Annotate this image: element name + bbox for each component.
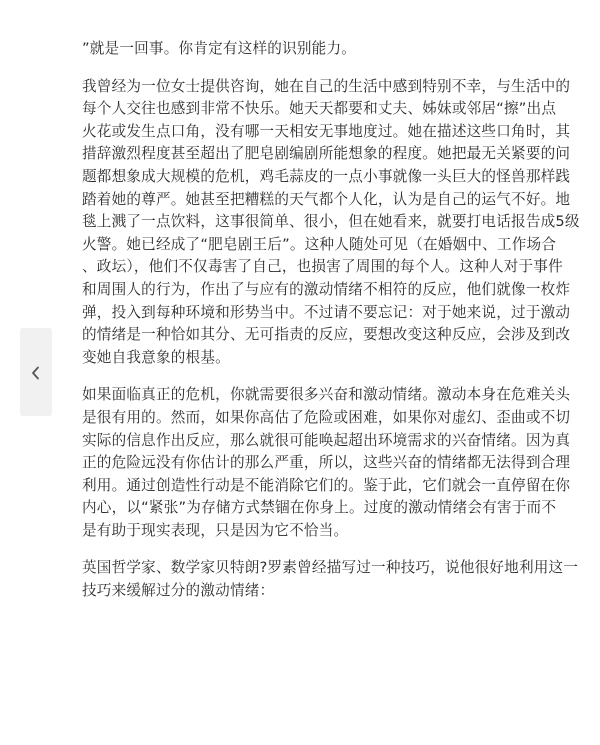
text-line: 是有助于现实表现，只是因为它不恰当。 (82, 521, 349, 539)
text-line: 每个人交往也感到非常不快乐。她天天都要和丈夫、姊妹或邻居“擦”出点 (82, 100, 557, 118)
text-line: 内心，以“紧张”为存储方式禁锢在你身上。过度的激动情绪会有害于而不 (82, 499, 557, 517)
text-line: 措辞激烈程度甚至超出了肥皂剧编剧所能想象的程度。她把最无关紧要的问 (82, 145, 571, 163)
text-line: 踏着她的尊严。她甚至把糟糕的天气都个人化，认为是自己的运气不好。地 (82, 190, 571, 208)
text-line: 英国哲学家、数学家贝特朗?罗素曾经描写过一种技巧，说他很好地利用这一 (82, 559, 579, 577)
text-line: 弹，投入到每种环境和形势当中。不过请不要忘记：对于她来说，过于激动 (82, 303, 571, 321)
text-line: 、政坛），他们不仅毒害了自己，也损害了周围的每个人。这种人对于事件 (82, 258, 563, 276)
text-line: 火警。她已经成了“肥皂剧王后”。这种人随处可见（在婚姻中、工作场合 (82, 235, 557, 253)
text-line: 实际的信息作出反应，那么就很可能唤起超出环境需求的兴奋情绪。因为真 (82, 431, 571, 449)
paragraph (82, 557, 579, 602)
article-body (82, 38, 580, 618)
text-line: 变她自我意象的根基。 (82, 348, 230, 366)
text-line: 和周围人的行为，作出了与应有的激动情绪不相符的反应，他们就像一枚炸 (82, 280, 571, 298)
text-line: 的情绪是一种恰如其分、无可指责的反应，要想改变这种反应，会涉及到改 (82, 326, 571, 344)
text-line: 利用。通过创造性行动是不能消除它们的。鉴于此，它们就会一直停留在你 (82, 476, 571, 494)
text-line: 是很有用的。然而，如果你高估了危险或困难，如果你对虚幻、歪曲或不切 (82, 408, 571, 426)
text-line: 正的危险远没有你估计的那么严重，所以，这些兴奋的情绪都无法得到合理 (82, 454, 571, 472)
chevron-left-icon (31, 366, 41, 380)
text-line: 我曾经为一位女士提供咨询，她在自己的生活中感到特别不幸，与生活中的 (82, 77, 571, 95)
previous-page-button[interactable] (20, 328, 52, 416)
text-line: 如果面临真正的危机，你就需要很多兴奋和激动情绪。激动本身在危难关头 (82, 386, 571, 404)
text-line: 技巧来缓解过分的激动情绪： (82, 582, 275, 600)
paragraph (82, 384, 572, 542)
paragraph (82, 76, 580, 370)
text-line: ”就是一回事。你肯定有这样的识别能力。 (82, 40, 357, 57)
text-line: 火花或发生点口角，没有哪一天相安无事地度过。她在描述这些口角时，其 (82, 122, 571, 140)
paragraph (82, 38, 572, 61)
text-line: 题都想象成大规模的危机，鸡毛蒜皮的一点小事就像一头巨大的怪兽那样践 (82, 167, 571, 185)
text-line: 毯上溅了一点饮料，这事很简单、很小，但在她看来，就要打电话报告成5级 (82, 213, 580, 231)
